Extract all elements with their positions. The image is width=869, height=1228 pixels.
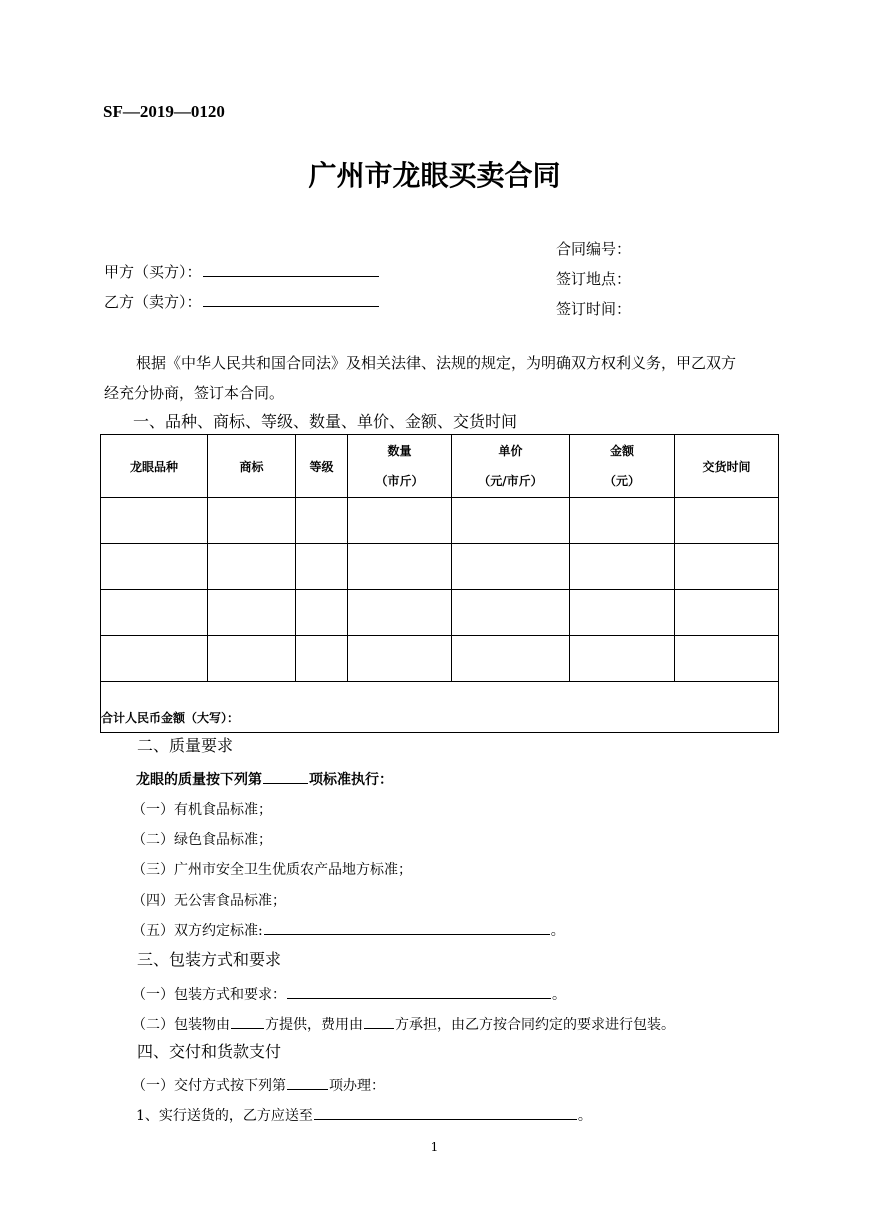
table-row (101, 636, 779, 682)
col-variety: 龙眼品种 (101, 435, 208, 498)
col-unit-price (452, 435, 570, 498)
table-cell[interactable] (208, 498, 296, 544)
table-cell[interactable] (570, 636, 675, 682)
table-total-row (101, 682, 779, 733)
table-cell[interactable] (208, 544, 296, 590)
table-cell[interactable] (348, 498, 452, 544)
party-a-label: 甲方（买方）： (104, 263, 202, 281)
party-b-label: 乙方（卖方）： (104, 293, 202, 311)
table-cell[interactable] (101, 636, 208, 682)
delivery-sub-1-label: 1、实行送货的，乙方应送至 (136, 1108, 313, 1124)
delivery-item-1 (132, 1075, 385, 1095)
quality-item-blank[interactable] (263, 782, 308, 784)
sign-place-label: 签订地点： (556, 270, 632, 288)
delivery-sub-1 (136, 1105, 592, 1125)
period: 。 (550, 923, 565, 939)
table-row (101, 544, 779, 590)
party-b-line (104, 291, 380, 312)
period: 。 (577, 1108, 592, 1124)
table-cell[interactable] (452, 590, 570, 636)
section-2-heading: 二、质量要求 (137, 736, 234, 755)
quality-item-1: （一）有机食品标准； (132, 802, 272, 818)
period: 。 (552, 987, 566, 1003)
quality-item-5 (132, 920, 565, 940)
packaging-item-1 (132, 984, 566, 1004)
table-row (101, 590, 779, 636)
quality-lead-a: 龙眼的质量按下列第 (136, 772, 262, 788)
packaging-item-2-c: 方承担，由乙方按合同约定的要求进行包装。 (395, 1017, 675, 1033)
quality-lead-b: 项标准执行： (309, 772, 393, 788)
contract-number-label: 合同编号： (556, 240, 632, 258)
party-b-blank[interactable] (203, 305, 379, 307)
section-1-heading: 一、品种、商标、等级、数量、单价、金额、交货时间 (133, 412, 518, 431)
document-title: 广州市龙眼买卖合同 (308, 159, 561, 192)
table-cell[interactable] (101, 498, 208, 544)
packaging-item-2 (132, 1014, 675, 1034)
table-cell[interactable] (208, 590, 296, 636)
col-amount (570, 435, 675, 498)
qty-label: 数量 (387, 443, 412, 458)
party-a-line (104, 261, 380, 282)
packaging-item-1-label: （一）包装方式和要求： (132, 987, 286, 1003)
table-cell[interactable] (452, 498, 570, 544)
table-cell[interactable] (570, 590, 675, 636)
delivery-item-1-b: 项办理： (329, 1078, 385, 1094)
table-cell[interactable] (296, 498, 348, 544)
quality-item-2: （二）绿色食品标准； (132, 832, 272, 848)
section-4-heading: 四、交付和货款支付 (137, 1042, 282, 1061)
page-number: 1 (430, 1140, 439, 1154)
table-cell[interactable] (675, 498, 779, 544)
qty-unit: （市斤） (375, 473, 424, 488)
table-cell[interactable] (675, 544, 779, 590)
table-cell[interactable] (452, 636, 570, 682)
table-cell[interactable] (208, 636, 296, 682)
intro-line-2: 经充分协商，签订本合同。 (104, 384, 285, 402)
delivery-item-1-a: （一）交付方式按下列第 (132, 1078, 286, 1094)
quality-item-3: （三）广州市安全卫生优质农产品地方标准； (132, 862, 412, 878)
quality-item-5-label: （五）双方约定标准: (132, 923, 263, 939)
packaging-item-2-a: （二）包装物由 (132, 1017, 230, 1033)
col-quantity (348, 435, 452, 498)
col-grade: 等级 (296, 435, 348, 498)
intro-line-1: 根据《中华人民共和国合同法》及相关法律、法规的规定，为明确双方权利义务，甲乙双方 (136, 354, 737, 372)
section-3-heading: 三、包装方式和要求 (137, 950, 282, 969)
total-amount-label: 合计人民币金额（大写）： (101, 711, 240, 725)
table-cell[interactable] (348, 590, 452, 636)
col-brand: 商标 (208, 435, 296, 498)
table-row (101, 498, 779, 544)
table-cell[interactable] (570, 544, 675, 590)
table-cell[interactable] (570, 498, 675, 544)
table-cell[interactable] (101, 590, 208, 636)
amount-unit: （元） (603, 473, 640, 488)
custom-standard-blank[interactable] (264, 933, 550, 935)
delivery-method-blank[interactable] (287, 1088, 328, 1090)
table-cell[interactable] (296, 636, 348, 682)
spec-table (100, 434, 779, 733)
table-cell[interactable] (348, 636, 452, 682)
delivery-destination-blank[interactable] (314, 1118, 577, 1120)
table-cell[interactable] (296, 544, 348, 590)
table-cell[interactable] (675, 636, 779, 682)
packaging-cost-blank[interactable] (364, 1027, 394, 1029)
price-label: 单价 (498, 443, 523, 458)
col-delivery-time: 交货时间 (675, 435, 779, 498)
packaging-item-2-b: 方提供，费用由 (265, 1017, 363, 1033)
table-cell[interactable] (675, 590, 779, 636)
table-header-row (101, 435, 779, 498)
total-amount-cell[interactable] (101, 682, 779, 733)
amount-label: 金额 (609, 443, 634, 458)
quality-standard-lead (136, 769, 393, 789)
packaging-method-blank[interactable] (287, 997, 551, 999)
table-cell[interactable] (452, 544, 570, 590)
packaging-provider-blank[interactable] (231, 1027, 264, 1029)
quality-item-4: （四）无公害食品标准； (132, 893, 286, 909)
table-cell[interactable] (348, 544, 452, 590)
price-unit: （元/市斤） (478, 473, 543, 488)
document-code: SF—2019—0120 (103, 102, 225, 121)
sign-time-label: 签订时间： (556, 300, 632, 318)
party-a-blank[interactable] (203, 275, 379, 277)
table-cell[interactable] (101, 544, 208, 590)
table-cell[interactable] (296, 590, 348, 636)
